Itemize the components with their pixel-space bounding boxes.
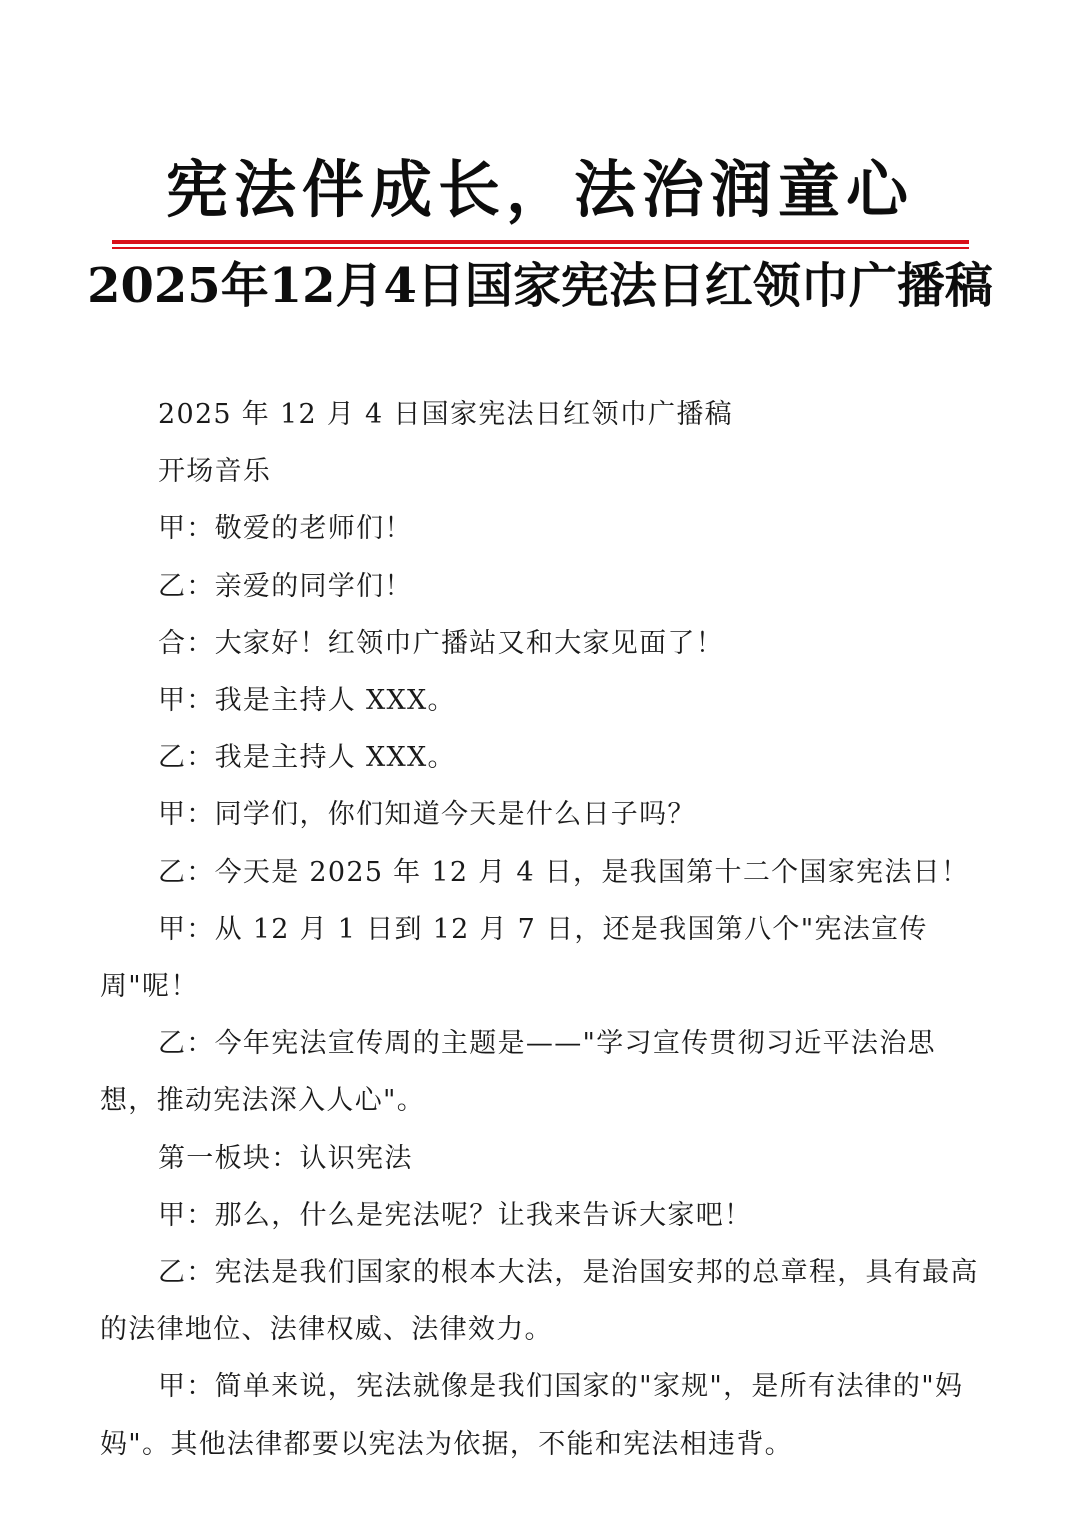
paragraph: 第一板块：认识宪法	[158, 1142, 413, 1174]
main-title: 宪法伴成长，法治润童心	[165, 153, 914, 226]
paragraph: 2025 年 12 月 4 日国家宪法日红领巾广播稿	[158, 399, 733, 430]
paragraph: 乙：亲爱的同学们！	[158, 570, 413, 602]
paragraph: 甲：简单来说，宪法就像是我们国家的"家规"，是所有法律的"妈妈"。其他法律都要以宪法为依据，不能和宪法相违背。	[100, 1371, 964, 1460]
paragraph: 乙：宪法是我们国家的根本大法，是治国安邦的总章程，具有最高的法律地位、法律权威、法律效力。	[100, 1257, 979, 1346]
title-divider	[112, 240, 969, 249]
paragraph: 甲：我是主持人 XXX。	[158, 685, 456, 717]
sub-title: 2025年12月4日国家宪法日红领巾广播稿	[87, 258, 993, 314]
paragraph: 甲：同学们，你们知道今天是什么日子吗？	[158, 799, 696, 831]
paragraph: 乙：我是主持人 XXX。	[158, 742, 456, 774]
paragraph: 合：大家好！红领巾广播站又和大家见面了！	[158, 627, 724, 659]
paragraph: 甲：那么，什么是宪法呢？让我来告诉大家吧！	[158, 1199, 753, 1231]
paragraph: 甲：敬爱的老师们！	[158, 513, 413, 545]
paragraph: 开场音乐	[158, 456, 272, 488]
paragraph: 乙：今年宪法宣传周的主题是——"学习宣传贯彻习近平法治思想，推动宪法深入人心"。	[100, 1028, 936, 1117]
paragraph: 甲：从 12 月 1 日到 12 月 7 日，还是我国第八个"宪法宣传周"呢！	[100, 913, 928, 1003]
paragraph: 乙：今天是 2025 年 12 月 4 日，是我国第十二个国家宪法日！	[158, 856, 970, 888]
divider-thin-line	[112, 247, 969, 249]
document-body	[100, 386, 986, 1473]
